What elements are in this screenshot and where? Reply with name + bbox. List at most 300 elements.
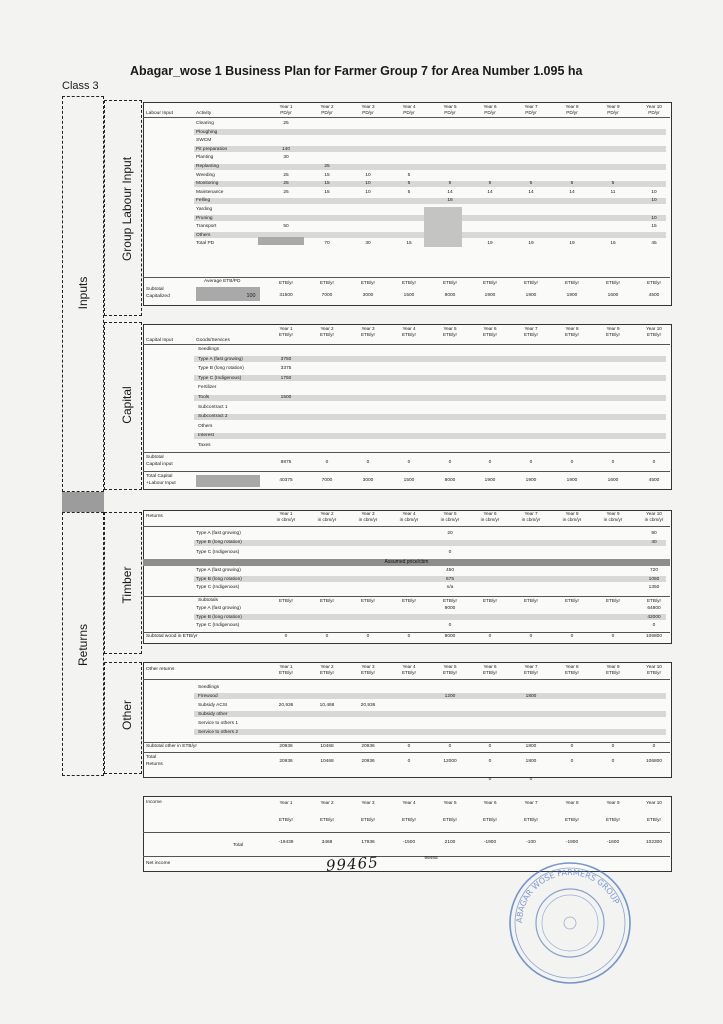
capital-subtotal-label: Subtotal bbox=[146, 455, 164, 460]
row-stripe bbox=[194, 576, 666, 582]
cell-value: 20,936 bbox=[360, 702, 376, 708]
net-income-label: Net income bbox=[146, 861, 171, 866]
cell-value: 20,936 bbox=[278, 702, 294, 708]
cell-value: 15 bbox=[324, 189, 330, 195]
year-header: Year 4 bbox=[402, 104, 416, 109]
avg-line bbox=[143, 277, 670, 278]
cell-value: 10468 bbox=[320, 759, 334, 764]
unit-header: ETB/yr bbox=[319, 670, 335, 675]
unit-header: PD/yr bbox=[484, 110, 496, 115]
year-header: Year 8 bbox=[565, 511, 579, 516]
row-label: Type C (Indigenous) bbox=[198, 375, 242, 381]
row-label: Replanting bbox=[196, 164, 219, 169]
cell-value: 675 bbox=[445, 576, 454, 582]
cell-value: 10 bbox=[651, 215, 657, 221]
year-header: Year 9 bbox=[606, 511, 620, 516]
header-line bbox=[143, 117, 670, 118]
cell-value: 42000 bbox=[647, 614, 661, 620]
row-stripe bbox=[194, 433, 666, 439]
row-stripe bbox=[194, 375, 666, 381]
cell-value: 25 bbox=[324, 164, 330, 169]
row-stripe bbox=[194, 164, 666, 170]
total-shade bbox=[196, 475, 260, 487]
unit-header: ETB/yr bbox=[605, 817, 621, 822]
unit-header: PD/yr bbox=[403, 110, 415, 115]
row-label: Subsidy ACSI bbox=[198, 702, 228, 708]
year-header: Year 7 bbox=[524, 511, 538, 516]
year-header: Year 8 bbox=[565, 326, 579, 331]
other-subtotal-label: Subtotal other in ETB/yr bbox=[146, 744, 197, 749]
unit-header: PD/yr bbox=[444, 110, 456, 115]
year-header: Year 4 bbox=[402, 511, 416, 516]
cell-value: 70 bbox=[324, 241, 330, 247]
cell-value: 0 bbox=[570, 634, 574, 639]
labour-input-label: +Labour Input bbox=[146, 481, 176, 486]
year-header: Year 8 bbox=[565, 800, 579, 805]
unit-header: in cbm/yr bbox=[644, 517, 664, 522]
unit-header: ETB/yr bbox=[564, 670, 580, 675]
wood-subtotal-label: Subtotal wood in ETB/yr bbox=[146, 634, 198, 639]
cell-value: 0 bbox=[366, 634, 370, 639]
seal-stamp-icon bbox=[505, 858, 635, 988]
row-label: Type A (fast growing) bbox=[196, 606, 241, 611]
row-label: Monitoring bbox=[196, 181, 219, 187]
cell-value: 1900 bbox=[484, 293, 496, 298]
cell-value: 25 bbox=[283, 121, 289, 126]
cell-value: 1200 bbox=[444, 693, 456, 699]
extra-value: 0 bbox=[488, 777, 492, 782]
year-header: Year 4 bbox=[402, 800, 416, 805]
unit-header: in cbm/yr bbox=[358, 517, 378, 522]
cell-value: -1600 bbox=[606, 840, 620, 845]
unit-header: ETB/yr bbox=[482, 670, 498, 675]
etb-header: ETB/yr bbox=[482, 280, 498, 285]
year-header: Year 3 bbox=[361, 326, 375, 331]
cell-value: 0 bbox=[407, 460, 411, 465]
header-line bbox=[143, 679, 670, 680]
row-stripe bbox=[194, 711, 666, 717]
cell-value: 50 bbox=[283, 224, 289, 230]
year-header: Year 5 bbox=[443, 326, 457, 331]
year-header: Year 7 bbox=[524, 104, 538, 109]
net-income-handwritten: 99465 bbox=[325, 853, 380, 875]
row-label: Type C (Indigenous) bbox=[196, 623, 240, 629]
year-header: Year 5 bbox=[443, 511, 457, 516]
cell-value: 10 bbox=[365, 172, 371, 178]
etb-header: ETB/yr bbox=[646, 598, 662, 603]
cell-value: 720 bbox=[649, 568, 658, 573]
total-line bbox=[143, 471, 670, 472]
cell-value: 15 bbox=[406, 241, 412, 247]
unit-header: in cbm/yr bbox=[521, 517, 541, 522]
capital-goods-label: Goods/Services bbox=[196, 338, 230, 343]
cell-value: 3375 bbox=[280, 366, 292, 372]
cell-value: 0 bbox=[488, 634, 492, 639]
year-header: Year 6 bbox=[483, 800, 497, 805]
cell-value: 1500 bbox=[403, 478, 415, 483]
etb-header: ETB/yr bbox=[564, 280, 580, 285]
year-header: Year 3 bbox=[361, 664, 375, 669]
cell-value: 10 bbox=[365, 189, 371, 195]
etb-header: ETB/yr bbox=[401, 598, 417, 603]
etb-header: ETB/yr bbox=[442, 280, 458, 285]
cell-value: 0 bbox=[570, 759, 574, 764]
cell-value: 14 bbox=[569, 189, 575, 195]
capitalized-label: Capitalized bbox=[146, 294, 170, 299]
cell-value: 9000 bbox=[444, 634, 456, 639]
cell-value: 0 bbox=[652, 744, 656, 749]
year-header: Year 6 bbox=[483, 511, 497, 516]
timber-label: Timber bbox=[120, 566, 134, 604]
cell-value: 18 bbox=[447, 198, 453, 204]
page-title: Abagar_wose 1 Business Plan for Farmer Group 7 for Area Number 1.095 ha bbox=[130, 64, 583, 78]
gray-connector bbox=[62, 492, 104, 512]
total-capital-label: Total Capital bbox=[146, 474, 173, 479]
income-line bbox=[143, 832, 670, 833]
cell-value: 8875 bbox=[280, 460, 292, 465]
unit-header: ETB/yr bbox=[482, 817, 498, 822]
unit-header: ETB/yr bbox=[564, 817, 580, 822]
cell-value: 4500 bbox=[648, 293, 660, 298]
cell-value: 15 bbox=[324, 181, 330, 187]
labour-activity-label: Activity bbox=[196, 111, 212, 116]
row-label: Taxes bbox=[198, 443, 211, 448]
cell-value: 8000 bbox=[444, 478, 456, 483]
row-label: Ploughing bbox=[196, 129, 218, 135]
row-label: Others bbox=[198, 423, 213, 429]
cell-value: 40 bbox=[651, 540, 657, 546]
cell-value: 0 bbox=[488, 460, 492, 465]
etb-header: ETB/yr bbox=[442, 598, 458, 603]
cell-value: 1050 bbox=[648, 576, 660, 582]
capital-section-label: Capital Input bbox=[146, 338, 173, 343]
net-line bbox=[143, 856, 670, 857]
year-header: Year 2 bbox=[320, 511, 334, 516]
cell-value: 0 bbox=[570, 744, 574, 749]
cell-value: 1800 bbox=[525, 759, 537, 764]
cell-value: 1900 bbox=[566, 293, 578, 298]
etb-header: ETB/yr bbox=[319, 598, 335, 603]
row-stripe bbox=[194, 414, 666, 420]
year-header: Year 7 bbox=[524, 326, 538, 331]
cell-value: 0 bbox=[325, 460, 329, 465]
year-header: Year 9 bbox=[606, 800, 620, 805]
stamp-text: ABAGAR WOSE FARMERS GROUP bbox=[514, 867, 621, 924]
unit-header: in cbm/yr bbox=[399, 517, 419, 522]
cell-value: 10,468 bbox=[319, 702, 335, 708]
row-label: Subcontract 2 bbox=[198, 414, 228, 420]
cell-value: 0 bbox=[325, 634, 329, 639]
row-label: Type B (long rotation) bbox=[196, 614, 242, 620]
cell-value: 1750 bbox=[280, 375, 292, 381]
year-header: Year 8 bbox=[565, 664, 579, 669]
row-label: Type B (long rotation) bbox=[196, 540, 242, 546]
cell-value: 0 bbox=[407, 634, 411, 639]
cell-value: 5 bbox=[570, 181, 574, 187]
cell-value: 20936 bbox=[361, 744, 375, 749]
unit-header: PD/yr bbox=[321, 110, 333, 115]
row-label: Service to others 2 bbox=[198, 729, 238, 735]
avg-label: Average ETB/PD bbox=[204, 279, 241, 284]
unit-header: ETB/yr bbox=[523, 670, 539, 675]
svg-text:ABAGAR WOSE FARMERS GROUP bbox=[515, 868, 621, 923]
row-stripe bbox=[194, 181, 666, 187]
cell-value: 0 bbox=[611, 759, 615, 764]
row-label: Total PD bbox=[196, 241, 215, 247]
etb-header: ETB/yr bbox=[360, 598, 376, 603]
row-stripe bbox=[194, 395, 666, 401]
cell-value: 1500 bbox=[280, 395, 292, 400]
unit-header: in cbm/yr bbox=[480, 517, 500, 522]
cell-value: 17936 bbox=[361, 840, 375, 845]
cell-value: 3000 bbox=[362, 478, 374, 483]
cell-value: 5 bbox=[407, 181, 411, 187]
other-section-label: Other returns bbox=[146, 667, 175, 672]
year-header: Year 3 bbox=[361, 800, 375, 805]
cell-value: 14 bbox=[528, 189, 534, 195]
year-header: Year 5 bbox=[443, 800, 457, 805]
cell-value: 20936 bbox=[361, 759, 375, 764]
row-label: Fertilizer bbox=[198, 385, 217, 391]
cell-value: 20 bbox=[447, 531, 453, 536]
cell-value: 19 bbox=[569, 241, 575, 247]
row-label: Firewood bbox=[198, 693, 218, 699]
cell-value: 0 bbox=[407, 759, 411, 764]
cell-value: 0 bbox=[611, 460, 615, 465]
unit-header: ETB/yr bbox=[646, 670, 662, 675]
subtotals-line bbox=[143, 596, 670, 597]
subtotals-label: Subtotals bbox=[198, 598, 219, 603]
cell-value: 1900 bbox=[525, 293, 537, 298]
cell-value: 450 bbox=[445, 568, 454, 573]
unit-header: ETB/yr bbox=[442, 670, 458, 675]
cell-value: 0 bbox=[570, 460, 574, 465]
cell-value: 1600 bbox=[607, 478, 619, 483]
year-header: Year 1 bbox=[279, 800, 293, 805]
year-header: Year 10 bbox=[646, 800, 662, 805]
capital-label: Capital bbox=[120, 386, 134, 424]
cell-value: 10 bbox=[651, 198, 657, 204]
total-returns-label: Total bbox=[146, 755, 157, 760]
cell-value: 0 bbox=[448, 623, 452, 629]
year-header: Year 1 bbox=[279, 664, 293, 669]
unit-header: ETB/yr bbox=[401, 817, 417, 822]
cell-value: 3750 bbox=[280, 356, 292, 362]
cell-value: 14 bbox=[447, 189, 453, 195]
cell-value: 12000 bbox=[443, 759, 457, 764]
etb-header: ETB/yr bbox=[278, 280, 294, 285]
header-line bbox=[143, 526, 670, 527]
unit-header: ETB/yr bbox=[523, 332, 539, 337]
cell-value: 11 bbox=[610, 189, 616, 195]
row-label: Others bbox=[196, 232, 211, 238]
row-label: SWCM bbox=[196, 138, 212, 144]
cell-value: 0 bbox=[407, 744, 411, 749]
cell-value: 25 bbox=[283, 172, 289, 178]
returns-label: Returns bbox=[146, 762, 163, 767]
year-header: Year 5 bbox=[443, 104, 457, 109]
cell-value: 0 bbox=[366, 460, 370, 465]
row-label: Felling bbox=[196, 198, 211, 204]
year-header: Year 6 bbox=[483, 104, 497, 109]
etb-header: ETB/yr bbox=[401, 280, 417, 285]
unit-header: in cbm/yr bbox=[276, 517, 296, 522]
row-label: Transport bbox=[196, 224, 217, 230]
row-label: Pruning bbox=[196, 215, 213, 221]
year-header: Year 2 bbox=[320, 800, 334, 805]
unit-header: ETB/yr bbox=[523, 817, 539, 822]
cell-value: 1800 bbox=[525, 744, 537, 749]
unit-header: ETB/yr bbox=[278, 332, 294, 337]
cell-value: 106800 bbox=[645, 634, 662, 639]
transport-shade bbox=[258, 237, 304, 245]
cell-value: 5 bbox=[611, 181, 615, 187]
row-label: Service to others 1 bbox=[198, 720, 238, 726]
cell-value: 106800 bbox=[645, 759, 662, 764]
cell-value: 0 bbox=[611, 744, 615, 749]
year-header: Year 2 bbox=[320, 326, 334, 331]
cell-value: 7000 bbox=[321, 293, 333, 298]
row-label: Seedlings bbox=[198, 347, 220, 352]
cell-value: 64800 bbox=[647, 606, 661, 611]
unit-header: ETB/yr bbox=[482, 332, 498, 337]
year-header: Year 10 bbox=[646, 104, 662, 109]
cell-value: 0 bbox=[611, 634, 615, 639]
unit-header: PD/yr bbox=[607, 110, 619, 115]
year-header: Year 3 bbox=[361, 104, 375, 109]
cell-value: 102300 bbox=[645, 840, 662, 845]
cell-value: 16 bbox=[610, 241, 616, 247]
unit-header: ETB/yr bbox=[442, 332, 458, 337]
cell-value: 15 bbox=[651, 224, 657, 230]
cell-value: -1500 bbox=[402, 840, 416, 845]
cell-value: 0 bbox=[652, 460, 656, 465]
row-stripe bbox=[194, 356, 666, 362]
cell-value: 31500 bbox=[279, 293, 293, 298]
total-line bbox=[143, 752, 670, 753]
cell-value: 25 bbox=[283, 181, 289, 187]
etb-header: ETB/yr bbox=[360, 280, 376, 285]
net-income-small: 99465 bbox=[424, 856, 438, 861]
cell-value: -1900 bbox=[565, 840, 579, 845]
unit-header: ETB/yr bbox=[360, 332, 376, 337]
cell-value: -19439 bbox=[278, 840, 294, 845]
cell-value: 5 bbox=[529, 181, 533, 187]
inputs-label: Inputs bbox=[76, 276, 90, 310]
cell-value: 19 bbox=[487, 241, 493, 247]
year-header: Year 10 bbox=[646, 511, 662, 516]
unit-header: PD/yr bbox=[566, 110, 578, 115]
cell-value: 10468 bbox=[320, 744, 334, 749]
year-header: Year 5 bbox=[443, 664, 457, 669]
unit-header: ETB/yr bbox=[319, 332, 335, 337]
cell-value: n/a bbox=[446, 585, 454, 591]
felling-shade bbox=[424, 207, 462, 247]
row-label: Yarding bbox=[196, 207, 213, 212]
year-header: Year 8 bbox=[565, 104, 579, 109]
etb-header: ETB/yr bbox=[605, 280, 621, 285]
cell-value: 1600 bbox=[607, 293, 619, 298]
unit-header: ETB/yr bbox=[646, 332, 662, 337]
row-label: Subcontract 1 bbox=[198, 404, 228, 410]
row-stripe bbox=[194, 198, 666, 204]
cell-value: 30 bbox=[283, 155, 289, 161]
unit-header: ETB/yr bbox=[605, 332, 621, 337]
row-label: Clearing bbox=[196, 121, 214, 126]
row-label: Pit preparation bbox=[196, 146, 228, 152]
etb-header: ETB/yr bbox=[278, 598, 294, 603]
etb-header: ETB/yr bbox=[564, 598, 580, 603]
row-label: Weeding bbox=[196, 172, 215, 178]
subtotal-line bbox=[143, 452, 670, 453]
capital-input-label: Capital input bbox=[146, 462, 173, 467]
row-stripe bbox=[194, 693, 666, 699]
unit-header: ETB/yr bbox=[605, 670, 621, 675]
row-stripe bbox=[194, 146, 666, 152]
income-section-label: Income bbox=[146, 800, 162, 805]
cell-value: 45 bbox=[651, 241, 657, 247]
cell-value: 3468 bbox=[321, 840, 333, 845]
unit-header: ETB/yr bbox=[442, 817, 458, 822]
year-header: Year 4 bbox=[402, 326, 416, 331]
year-header: Year 2 bbox=[320, 664, 334, 669]
cell-value: 1350 bbox=[648, 585, 660, 591]
unit-header: in cbm/yr bbox=[317, 517, 337, 522]
cell-value: 20936 bbox=[279, 759, 293, 764]
cell-value: 5 bbox=[407, 172, 411, 178]
cell-value: 30 bbox=[365, 241, 371, 247]
unit-header: ETB/yr bbox=[360, 817, 376, 822]
unit-header: PD/yr bbox=[280, 110, 292, 115]
cell-value: 9000 bbox=[444, 606, 456, 611]
cell-value: 1900 bbox=[484, 478, 496, 483]
year-header: Year 3 bbox=[361, 511, 375, 516]
cell-value: 0 bbox=[488, 759, 492, 764]
cell-value: 15 bbox=[324, 172, 330, 178]
returns-label: Returns bbox=[76, 623, 90, 667]
year-header: Year 1 bbox=[279, 326, 293, 331]
cell-value: 20936 bbox=[279, 744, 293, 749]
cell-value: 40375 bbox=[279, 478, 293, 483]
unit-header: PD/yr bbox=[362, 110, 374, 115]
cell-value: 10 bbox=[651, 189, 657, 195]
cell-value: -100 bbox=[526, 840, 536, 845]
row-label: Type A (fast growing) bbox=[196, 531, 241, 536]
etb-header: ETB/yr bbox=[523, 280, 539, 285]
etb-header: ETB/yr bbox=[482, 598, 498, 603]
header-line bbox=[143, 344, 670, 345]
row-label: Type C (Indigenous) bbox=[196, 549, 240, 555]
row-label: Type A (fast growing) bbox=[198, 356, 243, 362]
unit-header: in cbm/yr bbox=[603, 517, 623, 522]
row-label: Seedlings bbox=[198, 685, 220, 690]
cell-value: 140 bbox=[281, 146, 290, 152]
unit-header: in cbm/yr bbox=[440, 517, 460, 522]
year-header: Year 4 bbox=[402, 664, 416, 669]
row-label: Type B (long rotation) bbox=[196, 576, 242, 582]
unit-header: ETB/yr bbox=[401, 670, 417, 675]
timber-section-label: Returns bbox=[146, 514, 163, 519]
year-header: Year 1 bbox=[279, 104, 293, 109]
cell-value: 3000 bbox=[362, 293, 374, 298]
unit-header: PD/yr bbox=[525, 110, 537, 115]
cell-value: 0 bbox=[529, 634, 533, 639]
year-header: Year 9 bbox=[606, 326, 620, 331]
year-header: Year 9 bbox=[606, 664, 620, 669]
row-label: Interest bbox=[198, 433, 214, 439]
row-label: Planting bbox=[196, 155, 214, 161]
row-label: Type B (long rotation) bbox=[198, 366, 244, 372]
